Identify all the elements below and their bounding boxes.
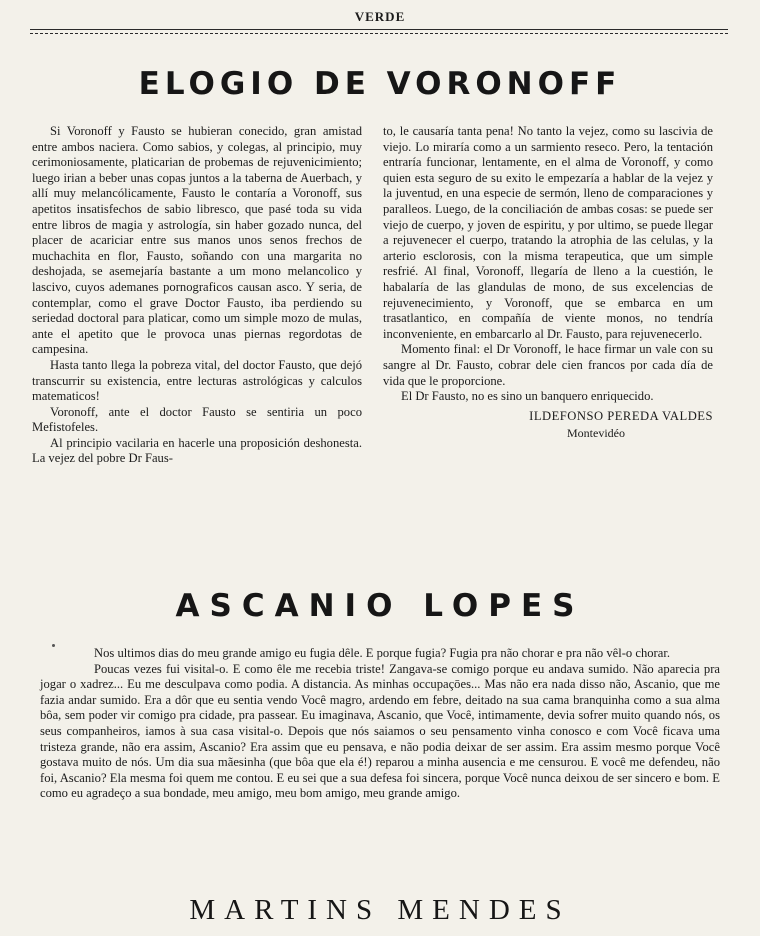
article1-left-paragraph: Si Voronoff y Fausto se hubieran conecido, gran amistad entre ambos naciera. Como sabios, y colegas, al principio, muy cerimoniosamente, platicarian de probemas de rejuvenicimiento; luego irian a beber unas copas juntos a la taberna de Auerbach, y allí muy melancólicamente, Fausto le contaría a Voronoff, sus apetitos insatisfechos de sabio libresco, que pasé toda su vida entre libros de magia y astrología, sin haber gozado nunca, del placer de acariciar entre sus manos unos senos frechos de muchachita en flor, Fausto, soñando con una margarita no deshojada, se asemejaría bastante a um mono melancolico y lascivo, cuyos ademanes pornograficos causan asco. Y seria, de contemplar, como el grave Doctor Fausto, iba perdiendo su seriedad doctoral para platicar, como um simple mozo de mulas, ante el apetito que le provoca unas piernas regordotas de campesina. — [32, 124, 362, 357]
article1-right-paragraph: to, le causaría tanta pena! No tanto la vejez, como su lascivia de viejo. Lo miraría como a un sarmiento reseco. Pero, la tentación entraría funcionar, lentamente, en el alma de Voronoff, y como quien esta seguro de su exito le empezaría a hablar de la vejez y la juventud, en una especie de sermón, lleno de comparaciones y paralleos. Luego, de la conciliación de ambas cosas: se puede ser viejo de cuerpo, y joven de espiritu, y por ultimo, se puede llegar a rejuvenecer el cuerpo, tratando la atrophia de las celulas, y la arterio esclorosis, con la misma terapeutica, que um simple resfrié. Al final, Voronoff, llegaría de lleno a la cuestión, le habalaría de las glandulas de mono, de sus excelencias de rejuvenecimiento, y Voronoff, que se embarca en um trasatlantico, en compañía de viente monos, no tendría inconveniente, en embarcarlo al Dr. Fausto, para rejuvenecerlo. — [383, 124, 713, 341]
article1-left-column — [32, 124, 362, 467]
article2-paragraph: Nos ultimos dias do meu grande amigo eu fugia dêle. E porque fugia? Fugia pra não chorar e pra não vêl-o chorar. — [94, 646, 670, 660]
author-place: Montevidéo — [567, 426, 625, 441]
article-title-ascanio: ASCANIO LOPES — [175, 588, 585, 624]
article1-right-paragraph: El Dr Fausto, no es sino un banquero enriquecido. — [401, 389, 654, 404]
article1-right-column — [383, 124, 713, 442]
article1-left-paragraph: Voronoff, ante el doctor Fausto se sentiria un poco Mefistofeles. — [32, 404, 362, 435]
article1-left-paragraph: Al principio vacilaria en hacerle una proposición deshonesta. La vejez del pobre Dr Faus- — [32, 435, 362, 466]
article2-body — [40, 646, 720, 802]
running-head: VERDE — [354, 9, 406, 24]
article2-paragraph: Poucas vezes fui visital-o. E como êle me recebia triste! Zangava-se comigo porque eu andava sumido. Não aparecia pra jogar o xadrez... Eu me desculpava como podia. A distancia. As minhas occupaçōes... Mas não era nada disso não, Ascanio, que me fazia andar sumido. Era a dôr que eu sentia vendo Você magro, ardendo em febre, deitado na sua cama branquinha como a sua alma bôa, sem poder vir comigo pra cidade, pra passear. Eu imaginava, Ascanio, que Você, intimamente, devia sofrer muito quando nós, os seus companheiros, iamos à sua casa visital-o. Depois que nós saiamos o seu pensamento vinha conosco e com Você ficava uma tristeza grande, não era assim, Ascanio? Era assim que eu pensava, e não podia deixar de ser assim. Era assim mesmo porque Você gostava muito de nós. Um dia sua mãesinha (que bôa que ela é!) reparou a minha ausencia e me censurou. E você me defendeu, não foi, Ascanio? Ela mesma foi quem me contou. E eu sei que a sua defesa foi sincera, porque Você nunca deixou de ser sincero e bom. E como eu agradeço a sua bondade, meu amigo, meu bom amigo, meu grande amigo. — [40, 661, 720, 801]
article1-right-paragraph: Momento final: el Dr Voronoff, le hace firmar un vale con su sangre al Dr. Fausto, cobrar dele cien francos por cada día de vida que le proporcione. — [383, 342, 713, 388]
author-signature: ILDEFONSO PEREDA VALDES — [529, 408, 713, 423]
article1-left-paragraph: Hasta tanto llega la pobreza vital, del doctor Fausto, que dejó transcurrir su existencia, entre lecturas astrológicas y calculos matematicos! — [32, 357, 362, 404]
article-title-voronoff: ELOGIO DE VORONOFF — [138, 66, 622, 102]
header-rule — [30, 29, 728, 34]
next-article-title: MARTINS MENDES — [189, 894, 571, 926]
